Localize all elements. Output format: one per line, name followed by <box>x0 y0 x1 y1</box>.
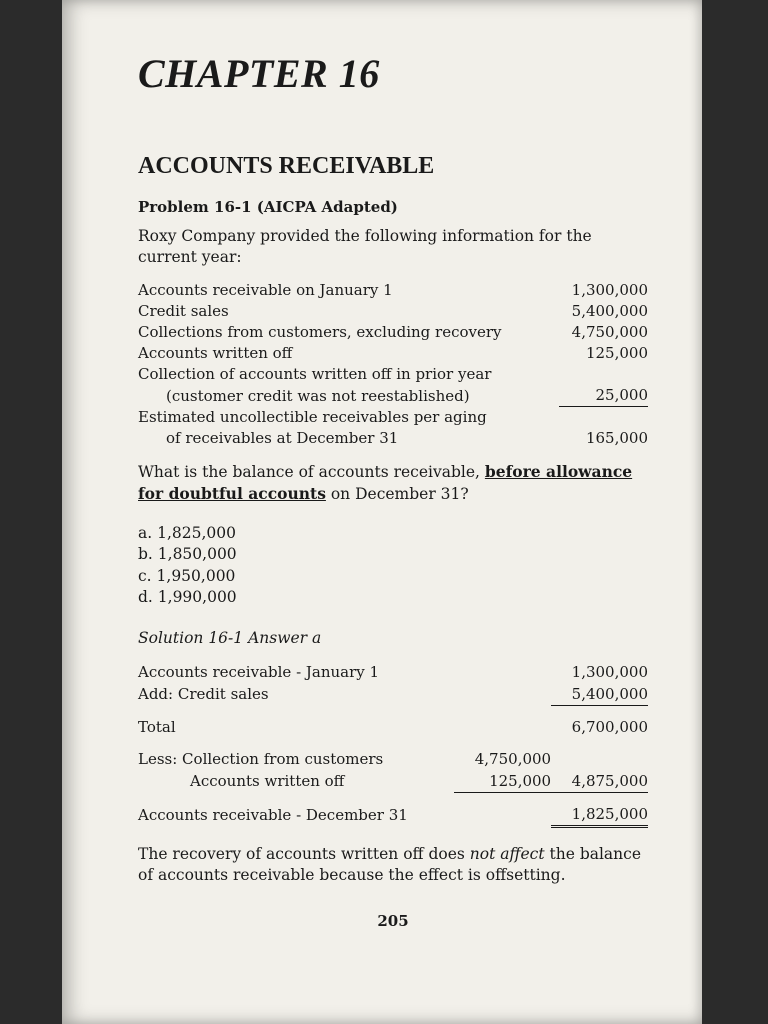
solution-value: 125,000 <box>454 770 551 793</box>
solution-row <box>138 716 648 738</box>
page-content <box>138 50 648 930</box>
solution-row <box>138 803 648 827</box>
info-value: 5,400,000 <box>571 302 648 320</box>
solution-row <box>138 748 648 770</box>
info-label: Estimated uncollectible receivables per aging <box>138 407 487 426</box>
choice-c: c. 1,950,000 <box>138 566 236 585</box>
note-emphasis: not affect <box>469 844 545 863</box>
info-label: Collections from customers, excluding recovery <box>138 323 502 341</box>
problem-intro: Roxy Company provided the following information for the current year: <box>138 227 592 266</box>
problem-heading: Problem 16-1 (AICPA Adapted) <box>138 198 398 216</box>
solution-label: Add: Credit sales <box>138 685 269 703</box>
info-row <box>138 364 648 385</box>
note-after: the balance of accounts receivable because the effect is offsetting. <box>138 844 642 884</box>
info-value <box>559 364 648 385</box>
info-value: 165,000 <box>585 428 648 447</box>
answer-choices <box>138 523 648 609</box>
solution-label: Accounts receivable - January 1 <box>138 662 380 681</box>
question-after: on December 31? <box>325 484 469 503</box>
choice-a: a. 1,825,000 <box>138 523 236 542</box>
info-row <box>138 280 648 301</box>
info-table <box>138 280 648 449</box>
info-label: (customer credit was not reestablished) <box>166 386 470 405</box>
info-row <box>138 428 648 449</box>
solution-row <box>138 661 648 683</box>
choice-b: b. 1,850,000 <box>138 545 237 563</box>
info-row <box>138 343 648 364</box>
info-label: Credit sales <box>138 302 229 320</box>
info-row <box>138 322 648 343</box>
info-value: 25,000 <box>559 385 648 407</box>
page-number: 205 <box>377 911 409 930</box>
question-text <box>138 461 648 505</box>
info-label: Accounts receivable on January 1 <box>138 281 393 299</box>
info-row <box>138 407 648 428</box>
note-before: The recovery of accounts written off does <box>138 844 470 863</box>
solution-value: 5,400,000 <box>551 683 648 706</box>
info-row <box>138 385 648 407</box>
info-value <box>559 407 648 428</box>
choice-d: d. 1,990,000 <box>138 588 237 606</box>
chapter-heading: CHAPTER 16 <box>138 51 380 96</box>
solution-value: 6,700,000 <box>571 717 648 736</box>
question-emphasis: before allowance for doubtful accounts <box>138 461 633 503</box>
solution-value: 4,875,000 <box>551 770 648 793</box>
question-before: What is the balance of accounts receivable, <box>138 462 485 481</box>
info-value: 1,300,000 <box>571 281 648 299</box>
info-row <box>138 301 648 322</box>
info-label: Collection of accounts written off in prior year <box>138 365 492 383</box>
solution-label: Accounts written off <box>190 772 345 790</box>
solution-value: 1,825,000 <box>551 803 648 827</box>
info-value: 4,750,000 <box>571 323 648 341</box>
solution-note <box>138 844 648 886</box>
solution-label: Accounts receivable - December 31 <box>138 806 408 824</box>
solution-label: Less: Collection from customers <box>138 749 384 768</box>
info-value: 125,000 <box>585 344 648 362</box>
chapter-title: ACCOUNTS RECEIVABLE <box>138 153 435 179</box>
solution-value: 1,300,000 <box>571 662 648 681</box>
solution-value: 4,750,000 <box>474 749 552 768</box>
solution-table <box>138 661 648 828</box>
solution-heading: Solution 16-1 Answer a <box>138 628 322 647</box>
book-page <box>62 0 702 1024</box>
info-label: Accounts written off <box>138 344 293 362</box>
solution-label: Total <box>138 717 176 736</box>
solution-row <box>138 683 648 706</box>
info-label: of receivables at December 31 <box>166 428 399 447</box>
solution-row <box>138 770 648 793</box>
